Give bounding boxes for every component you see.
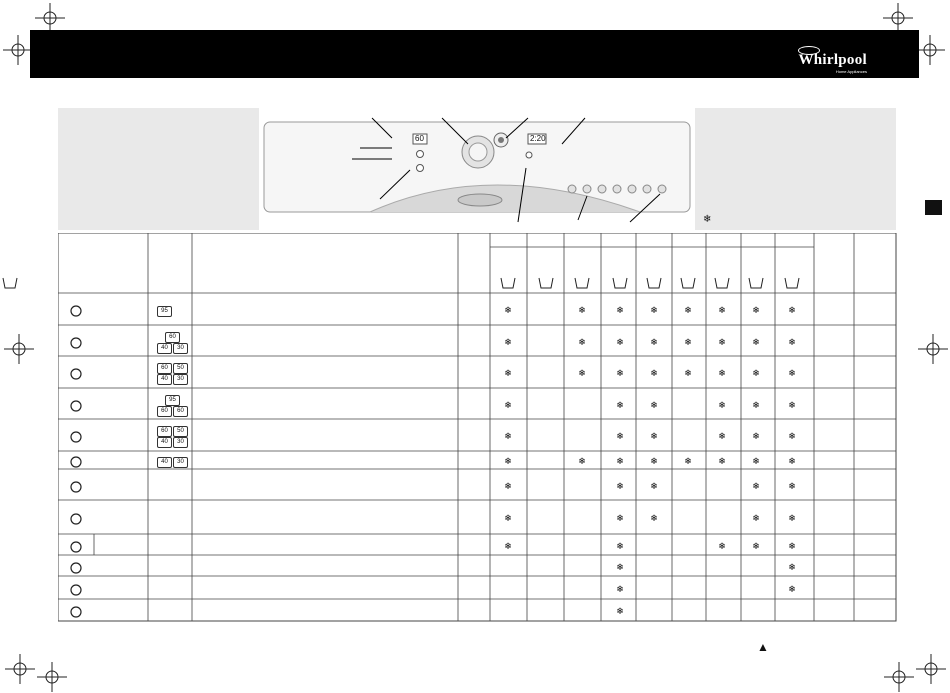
suitable-mark-icon: ❄ (650, 368, 658, 378)
suitable-mark-icon: ❄ (616, 606, 624, 616)
display-time-right: 2:20 (530, 134, 546, 143)
suitable-mark-icon: ❄ (752, 540, 760, 551)
suitable-mark-icon: ❄ (752, 480, 760, 491)
handwash-icon (68, 511, 84, 527)
main-wash-icon (536, 275, 556, 289)
suitable-mark-icon: ❄ (788, 305, 796, 315)
suitable-mark-icon: ❄ (504, 480, 512, 491)
temperature-box: 30 (173, 374, 188, 385)
suitable-mark-icon: ❄ (752, 513, 760, 523)
temperature-box: 30 (173, 437, 188, 448)
suitable-mark-icon: ❄ (504, 431, 512, 441)
suitable-mark-icon: ❄ (616, 480, 624, 491)
quick-icon (68, 398, 84, 414)
suitable-mark-icon: ❄ (752, 368, 760, 378)
suitable-mark-icon: ❄ (788, 583, 796, 594)
suitable-mark-icon: ❄ (788, 561, 796, 572)
suitable-mark-icon: ❄ (616, 583, 624, 594)
suitable-mark-icon: ❄ (504, 399, 512, 410)
suitable-mark-icon: ❄ (752, 336, 760, 347)
suitable-mark-icon: ❄ (650, 513, 658, 523)
suitable-mark-icon: ❄ (718, 368, 726, 378)
suitable-mark-icon: ❄ (788, 336, 796, 347)
suitable-mark-icon: ❄ (616, 431, 624, 441)
suitable-mark-icon: ❄ (650, 456, 658, 466)
suitable-mark-icon: ❄ (788, 368, 796, 378)
suitable-mark-icon: ❄ (718, 399, 726, 410)
temperature-box: 95 (165, 395, 180, 406)
drain-icon (68, 604, 84, 620)
gentle-spin-icon (68, 582, 84, 598)
temperature-box: 60 (157, 426, 172, 437)
suitable-mark-icon: ❄ (616, 561, 624, 572)
suitable-mark-icon: ❄ (718, 540, 726, 551)
temperature-box: 60 (173, 406, 188, 417)
suitable-mark-icon: ❄ (684, 305, 692, 315)
whirlpool-logo (798, 46, 867, 74)
registration-mark-icon (35, 3, 65, 33)
suitable-mark-icon: ❄ (684, 456, 692, 466)
suitable-mark-icon: ❄ (718, 305, 726, 315)
registration-mark-icon (4, 334, 34, 364)
quick-wash-icon (678, 275, 698, 289)
suitable-mark-icon: ❄ (788, 456, 796, 466)
suitable-mark-icon: ❄ (578, 336, 586, 347)
suitable-mark-icon: ❄ (578, 305, 586, 315)
registration-mark-icon (883, 3, 913, 33)
rinse-hold-icon (782, 275, 802, 289)
right-info-panel (695, 108, 896, 230)
delicates-icon (68, 454, 84, 470)
suitable-mark-icon: ❄ (504, 305, 512, 315)
suitable-mark-icon: ❄ (650, 480, 658, 491)
suitable-mark-icon: ❄ (504, 368, 512, 378)
suitable-mark-icon: ❄ (616, 513, 624, 523)
stain-icon (712, 275, 732, 289)
prewash-icon (498, 275, 518, 289)
temperature-box: 50 (173, 363, 188, 374)
suitable-mark-icon: ❄ (616, 540, 624, 551)
suitable-mark-icon: ❄ (578, 456, 586, 466)
suitable-mark-icon: ❄ (788, 480, 796, 491)
suitable-mark-icon: ❄ (616, 336, 624, 347)
temperature-box: 30 (173, 343, 188, 354)
info-footnote-icon: ▲ (757, 640, 769, 654)
suitable-mark-icon: ❄ (788, 399, 796, 410)
registration-mark-icon (918, 334, 948, 364)
wool-icon (68, 479, 84, 495)
registration-mark-icon (884, 662, 914, 692)
suitable-mark-icon: ❄ (650, 431, 658, 441)
suitable-mark-icon: ❄ (752, 399, 760, 410)
suitable-mark-icon: ❄ (650, 305, 658, 315)
control-panel-illustration (260, 108, 694, 228)
suitable-mark-icon: ❄ (616, 456, 624, 466)
registration-mark-icon (3, 35, 33, 65)
temperature-box: 40 (157, 437, 172, 448)
suitable-mark-icon: ❄ (616, 305, 624, 315)
suitable-mark-icon: ❄ (578, 368, 586, 378)
registration-mark-icon (916, 654, 946, 684)
left-info-panel (58, 108, 259, 230)
temperature-box: 40 (157, 374, 172, 385)
rinse-icon (572, 275, 592, 289)
iron-icon (644, 275, 664, 289)
suitable-mark-icon: ❄ (504, 336, 512, 347)
suitable-mark-icon: ❄ (504, 540, 512, 551)
brand-name: Whirlpool (798, 52, 867, 68)
header-bar (30, 30, 919, 78)
suitable-mark-icon: ❄ (650, 399, 658, 410)
temperature-box: 95 (157, 306, 172, 317)
page-side-tab (925, 200, 942, 215)
plus-icon (68, 429, 84, 445)
suitable-mark-icon: ❄ (788, 431, 796, 441)
registration-mark-icon (37, 662, 67, 692)
suitable-mark-icon: ❄ (752, 431, 760, 441)
temperature-box: 60 (157, 406, 172, 417)
suitable-mark-icon: ❄ (684, 368, 692, 378)
suitable-mark-icon: ❄ (752, 456, 760, 466)
suitable-mark-icon: ❄ (504, 456, 512, 466)
suitable-mark-icon: ❄ (718, 336, 726, 347)
extra-rinse-icon (746, 275, 766, 289)
legend-star-icon: ❄ (703, 214, 712, 225)
temperature-box: 40 (157, 457, 172, 468)
suitable-mark-icon: ❄ (718, 456, 726, 466)
synthetics-icon (68, 366, 84, 382)
temperature-box: 30 (173, 457, 188, 468)
suitable-mark-icon: ❄ (616, 368, 624, 378)
suitable-mark-icon: ❄ (616, 399, 624, 410)
suitable-mark-icon: ❄ (718, 431, 726, 441)
easy-iron-icon (610, 275, 630, 289)
suitable-mark-icon: ❄ (788, 513, 796, 523)
cotton-eco-icon (68, 335, 84, 351)
display-time-left: 60 (415, 134, 424, 143)
temperature-box: 60 (157, 363, 172, 374)
suitable-mark-icon: ❄ (650, 336, 658, 347)
spin-only-icon (68, 560, 84, 576)
temperature-box: 60 (165, 332, 180, 343)
suitable-mark-icon: ❄ (752, 305, 760, 315)
spin-icon (0, 275, 20, 289)
rinse-spin-icon (68, 539, 84, 555)
temperature-box: 50 (173, 426, 188, 437)
suitable-mark-icon: ❄ (504, 513, 512, 523)
brand-tagline: Home Appliances (835, 69, 867, 74)
suitable-mark-icon: ❄ (684, 336, 692, 347)
temperature-box: 40 (157, 343, 172, 354)
cotton-icon (68, 303, 84, 319)
registration-mark-icon (915, 35, 945, 65)
registration-mark-icon (5, 654, 35, 684)
suitable-mark-icon: ❄ (788, 540, 796, 551)
